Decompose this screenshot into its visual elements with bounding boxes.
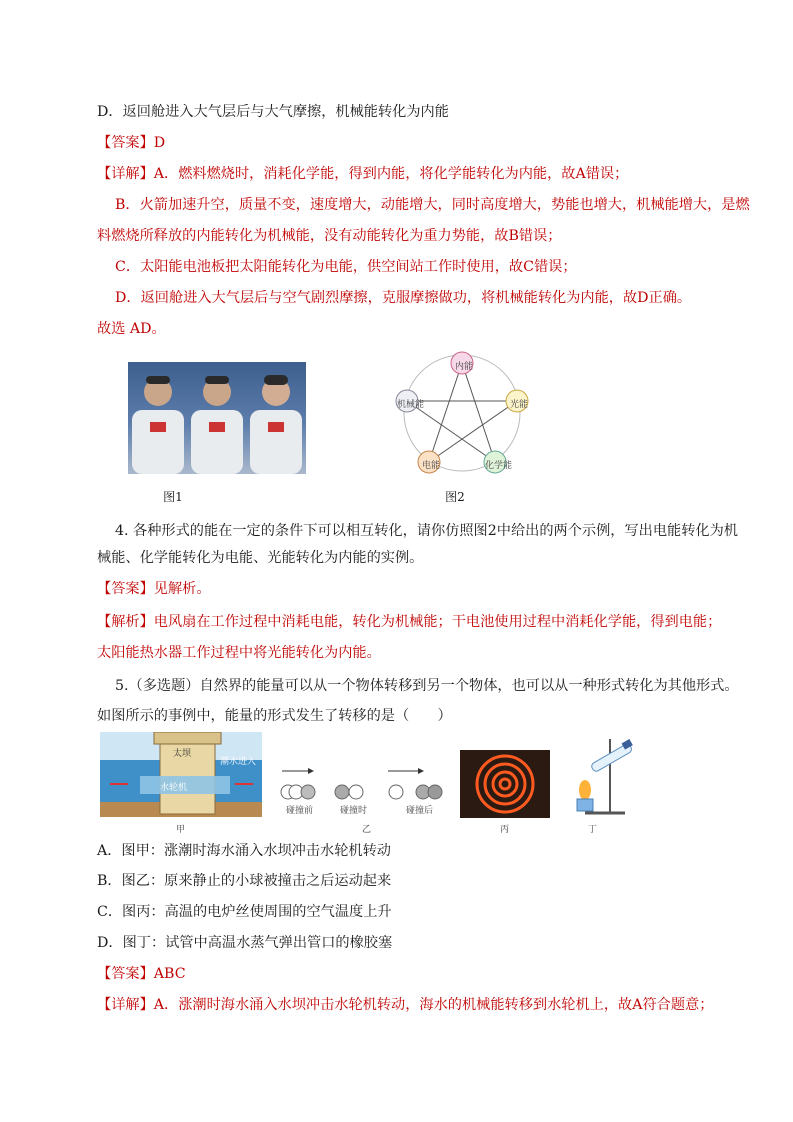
q3-detail-b-line2: 料燃烧所释放的内能转化为机械能，没有动能转化为重力势能，故B错误； (97, 228, 562, 244)
q5-option-c: C．图丙：高温的电炉丝使周围的空气温度上升 (97, 904, 392, 920)
q3-detail-a (97, 164, 628, 184)
figure-yi-label: 乙 (362, 825, 372, 835)
dam-label: 太坝 (173, 749, 192, 759)
answer-tag: 【答案】 (97, 581, 154, 597)
q5-stem-line1: 5.（多选题）自然界的能量可以从一个物体转移到另一个物体，也可以从一种形式转化为其他形式。 (115, 678, 739, 694)
q5-detail-a (97, 995, 713, 1015)
q4-analysis-line2: 太阳能热水器工作过程中将光能转化为内能。 (97, 645, 381, 661)
q5-option-a: A．图甲：涨潮时海水涌入水坝冲击水轮机转动 (97, 843, 391, 859)
node-light-energy: 光能 (510, 400, 529, 410)
answer-tag: 【答案】 (97, 966, 154, 982)
figure-1-astronauts-photo (128, 362, 306, 474)
q3-conclusion: 故选 AD。 (97, 321, 166, 337)
figure-bing-stove (460, 750, 550, 818)
node-internal-energy: 内能 (455, 362, 474, 372)
figure-ding-test-tube (565, 735, 640, 817)
figure-1-label: 图1 (163, 490, 183, 504)
q5-answer (97, 964, 186, 984)
q5-option-b: B．图乙：原来静止的小球被撞击之后运动起来 (97, 873, 392, 889)
detail-text: A．涨潮时海水涌入水坝冲击水轮机转动，海水的机械能转移到水轮机上，故A符合题意； (153, 997, 714, 1013)
node-mechanical-energy: 机械能 (397, 400, 425, 410)
dam-illustration (100, 732, 262, 817)
figure-jia-label: 甲 (176, 825, 186, 835)
figure-2-label: 图2 (445, 490, 465, 504)
detail-tag: 【详解】 (97, 166, 154, 182)
during-collision-label: 碰撞时 (340, 806, 368, 816)
figure-bing-label: 丙 (500, 825, 510, 835)
test-tube-apparatus (565, 735, 640, 817)
figure-2-energy-diagram (385, 347, 540, 479)
before-collision-label: 碰撞前 (286, 806, 314, 816)
turbine-label: 水轮机 (160, 783, 188, 793)
q3-option-d: D．返回舱进入大气层后与大气摩擦，机械能转化为内能 (97, 104, 449, 120)
figure-yi-collision (278, 765, 453, 815)
q4-stem-line1: 4. 各种形式的能在一定的条件下可以相互转化，请你仿照图2中给出的两个示例，写出电能转化为机 (115, 523, 738, 539)
figure-ding-label: 丁 (588, 825, 598, 835)
q3-detail-d: D．返回舱进入大气层后与空气剧烈摩擦，克服摩擦做功，将机械能转化为内能，故D正确。 (115, 290, 692, 306)
figure-jia-dam (100, 732, 262, 817)
node-chemical-energy: 化学能 (485, 461, 513, 471)
q5-option-d: D．图丁：试管中高温水蒸气弹出管口的橡胶塞 (97, 935, 393, 951)
analysis-text: 电风扇在工作过程中消耗电能，转化为机械能；干电池使用过程中消耗化学能，得到电能； (153, 614, 722, 630)
heating-coil (460, 750, 550, 818)
q3-detail-c: C．太阳能电池板把太阳能转化为电能，供空间站工作时使用，故C错误； (115, 259, 577, 275)
analysis-tag: 【解析】 (97, 614, 154, 630)
answer-value: D (153, 135, 166, 151)
node-electric-energy: 电能 (422, 461, 441, 471)
q4-analysis-line1 (97, 612, 721, 632)
q3-answer (97, 133, 165, 153)
q4-answer (97, 579, 211, 599)
q4-stem-line2: 械能、化学能转化为电能、光能转化为内能的实例。 (97, 550, 424, 566)
detail-tag: 【详解】 (97, 997, 154, 1013)
answer-tag: 【答案】 (97, 135, 154, 151)
answer-value: ABC (153, 966, 186, 982)
answer-value: 见解析。 (153, 581, 211, 597)
astronaut-illustration (128, 362, 306, 474)
detail-text: A．燃料燃烧时，消耗化学能，得到内能，将化学能转化为内能，故A错误； (153, 166, 629, 182)
q5-stem-line2: 如图所示的事例中，能量的形式发生了转移的是（ ） (97, 708, 452, 724)
water-inflow-label: 潮水进入 (220, 757, 257, 767)
after-collision-label: 碰撞后 (406, 806, 434, 816)
q3-detail-b-line1: B．火箭加速升空，质量不变，速度增大，动能增大，同时高度增大，势能也增大，机械能增大，是燃 (115, 197, 750, 213)
